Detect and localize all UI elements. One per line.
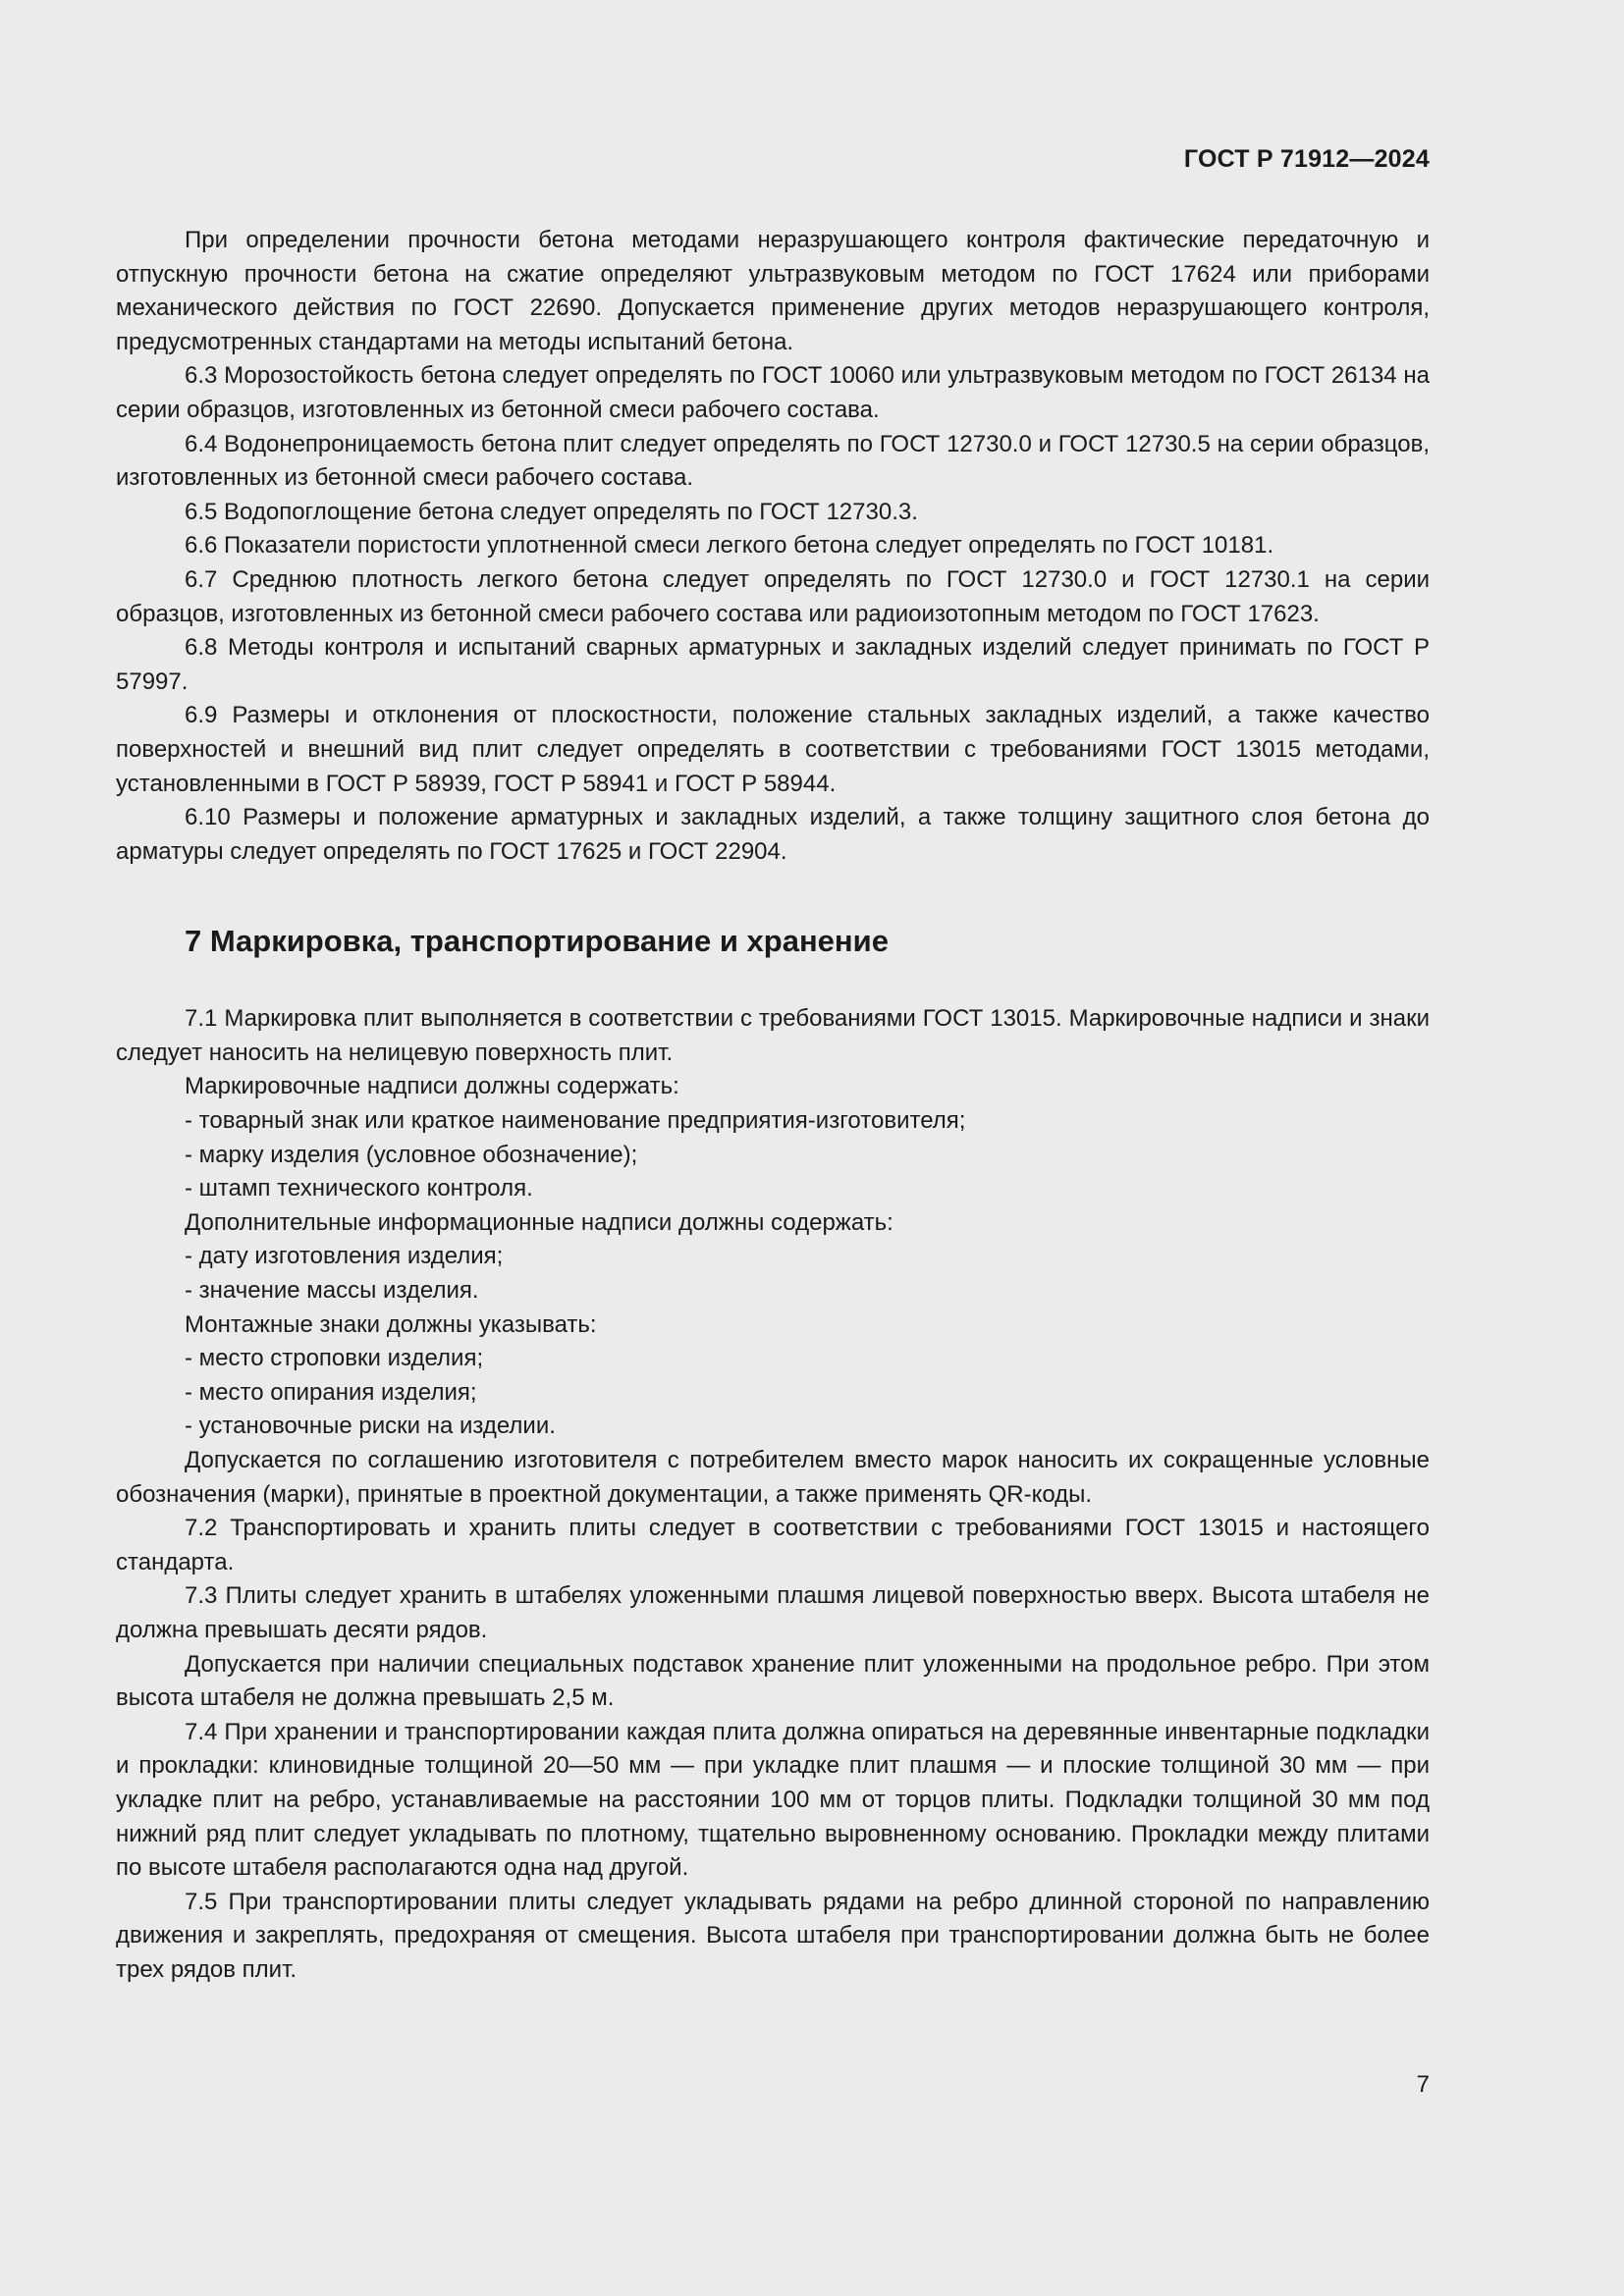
paragraph-6-5: 6.5 Водопоглощение бетона следует определять по ГОСТ 12730.3.: [185, 498, 918, 525]
paragraph-7-5: 7.5 При транспортировании плиты следует укладывать рядами на ребро длинной стороной по направлению движения и закреплять, предохраняя от смещения. Высота штабеля при транспортировании должна быть не более трех рядов плит.: [116, 1888, 1430, 1983]
list-item: - место опирания изделия;: [185, 1378, 477, 1406]
list-item: - марку изделия (условное обозначение);: [185, 1141, 638, 1168]
paragraph-7-1: 7.1 Маркировка плит выполняется в соответствии с требованиями ГОСТ 13015. Маркировочные надписи и знаки следует наносить на нелицевую поверхность плит.: [116, 1005, 1430, 1066]
mount-list-intro: Монтажные знаки должны указывать:: [185, 1310, 597, 1338]
page-content: [116, 224, 1430, 1988]
list-item: - установочные риски на изделии.: [185, 1413, 556, 1440]
section-7-heading: 7 Маркировка, транспортирование и хранение: [185, 924, 889, 959]
paragraph-qr-allowed: Допускается по соглашению изготовителя с потребителем вместо марок наносить их сокращенные условные обозначения (марки), принятые в проектной документации, а также применять QR-коды.: [116, 1447, 1430, 1508]
paragraph-7-4: 7.4 При хранении и транспортировании каждая плита должна опираться на деревянные инвентарные подкладки и прокладки: клиновидные толщиной 20—50 мм — при укладке плит плашмя — и плоские толщиной 30 мм — при укладке плит на ребро, устанавливаемые на расстоянии 100 мм от торцов плиты. Подкладки толщиной 30 мм под нижний ряд плит следует укладывать по плотному, тщательно выровненному основанию. Прокладки между плитами по высоте штабеля располагаются одна над другой.: [116, 1718, 1430, 1882]
extra-list-intro: Дополнительные информационные надписи должны содержать:: [185, 1208, 893, 1236]
paragraph-6-3: 6.3 Морозостойкость бетона следует определять по ГОСТ 10060 или ультразвуковым методом по ГОСТ 26134 на серии образцов, изготовленных из бетонной смеси рабочего состава.: [116, 362, 1430, 423]
paragraph-6-intro: При определении прочности бетона методами неразрушающего контроля фактические передаточную и отпускную прочности бетона на сжатие определяют ультразвуковым методом по ГОСТ 17624 или приборами механического действия по ГОСТ 22690. Допускается применение других методов неразрушающего контроля, предусмотренных стандартами на методы испытаний бетона.: [116, 227, 1430, 355]
paragraph-6-9: 6.9 Размеры и отклонения от плоскостности, положение стальных закладных изделий, а также качество поверхностей и внешний вид плит следует определять в соответствии с требованиями ГОСТ 13015 методами, установленными в ГОСТ Р 58939, ГОСТ Р 58941 и ГОСТ Р 58944.: [116, 702, 1430, 797]
paragraph-6-8: 6.8 Методы контроля и испытаний сварных арматурных и закладных изделий следует принимать по ГОСТ Р 57997.: [116, 634, 1430, 695]
list-item: - дату изготовления изделия;: [185, 1243, 504, 1270]
paragraph-7-3: 7.3 Плиты следует хранить в штабелях уложенными плашмя лицевой поверхностью вверх. Высота штабеля не должна превышать десяти рядов.: [116, 1582, 1430, 1643]
list-item: - место строповки изделия;: [185, 1345, 484, 1372]
list-item: - значение массы изделия.: [185, 1277, 479, 1305]
paragraph-6-6: 6.6 Показатели пористости уплотненной смеси легкого бетона следует определять по ГОСТ 10181.: [185, 532, 1274, 560]
page-number: 7: [1416, 2071, 1430, 2098]
paragraph-edge-storage: Допускается при наличии специальных подставок хранение плит уложенными на продольное ребро. При этом высота штабеля не должна превышать 2,5 м.: [116, 1650, 1430, 1712]
paragraph-6-4: 6.4 Водонепроницаемость бетона плит следует определять по ГОСТ 12730.0 и ГОСТ 12730.5 на серии образцов, изготовленных из бетонной смеси рабочего состава.: [116, 430, 1430, 492]
list-item: - товарный знак или краткое наименование предприятия-изготовителя;: [185, 1107, 966, 1135]
document-id-header: ГОСТ Р 71912—2024: [1183, 145, 1430, 173]
paragraph-7-2: 7.2 Транспортировать и хранить плиты следует в соответствии с требованиями ГОСТ 13015 и настоящего стандарта.: [116, 1515, 1430, 1575]
paragraph-6-10: 6.10 Размеры и положение арматурных и закладных изделий, а также толщину защитного слоя бетона до арматуры следует определять по ГОСТ 17625 и ГОСТ 22904.: [116, 804, 1430, 865]
list-item: - штамп технического контроля.: [185, 1175, 533, 1202]
marking-list-intro: Маркировочные надписи должны содержать:: [185, 1073, 679, 1100]
paragraph-6-7: 6.7 Среднюю плотность легкого бетона следует определять по ГОСТ 12730.0 и ГОСТ 12730.1 на серии образцов, изготовленных из бетонной смеси рабочего состава или радиоизотопным методом по ГОСТ 17623.: [116, 565, 1430, 627]
